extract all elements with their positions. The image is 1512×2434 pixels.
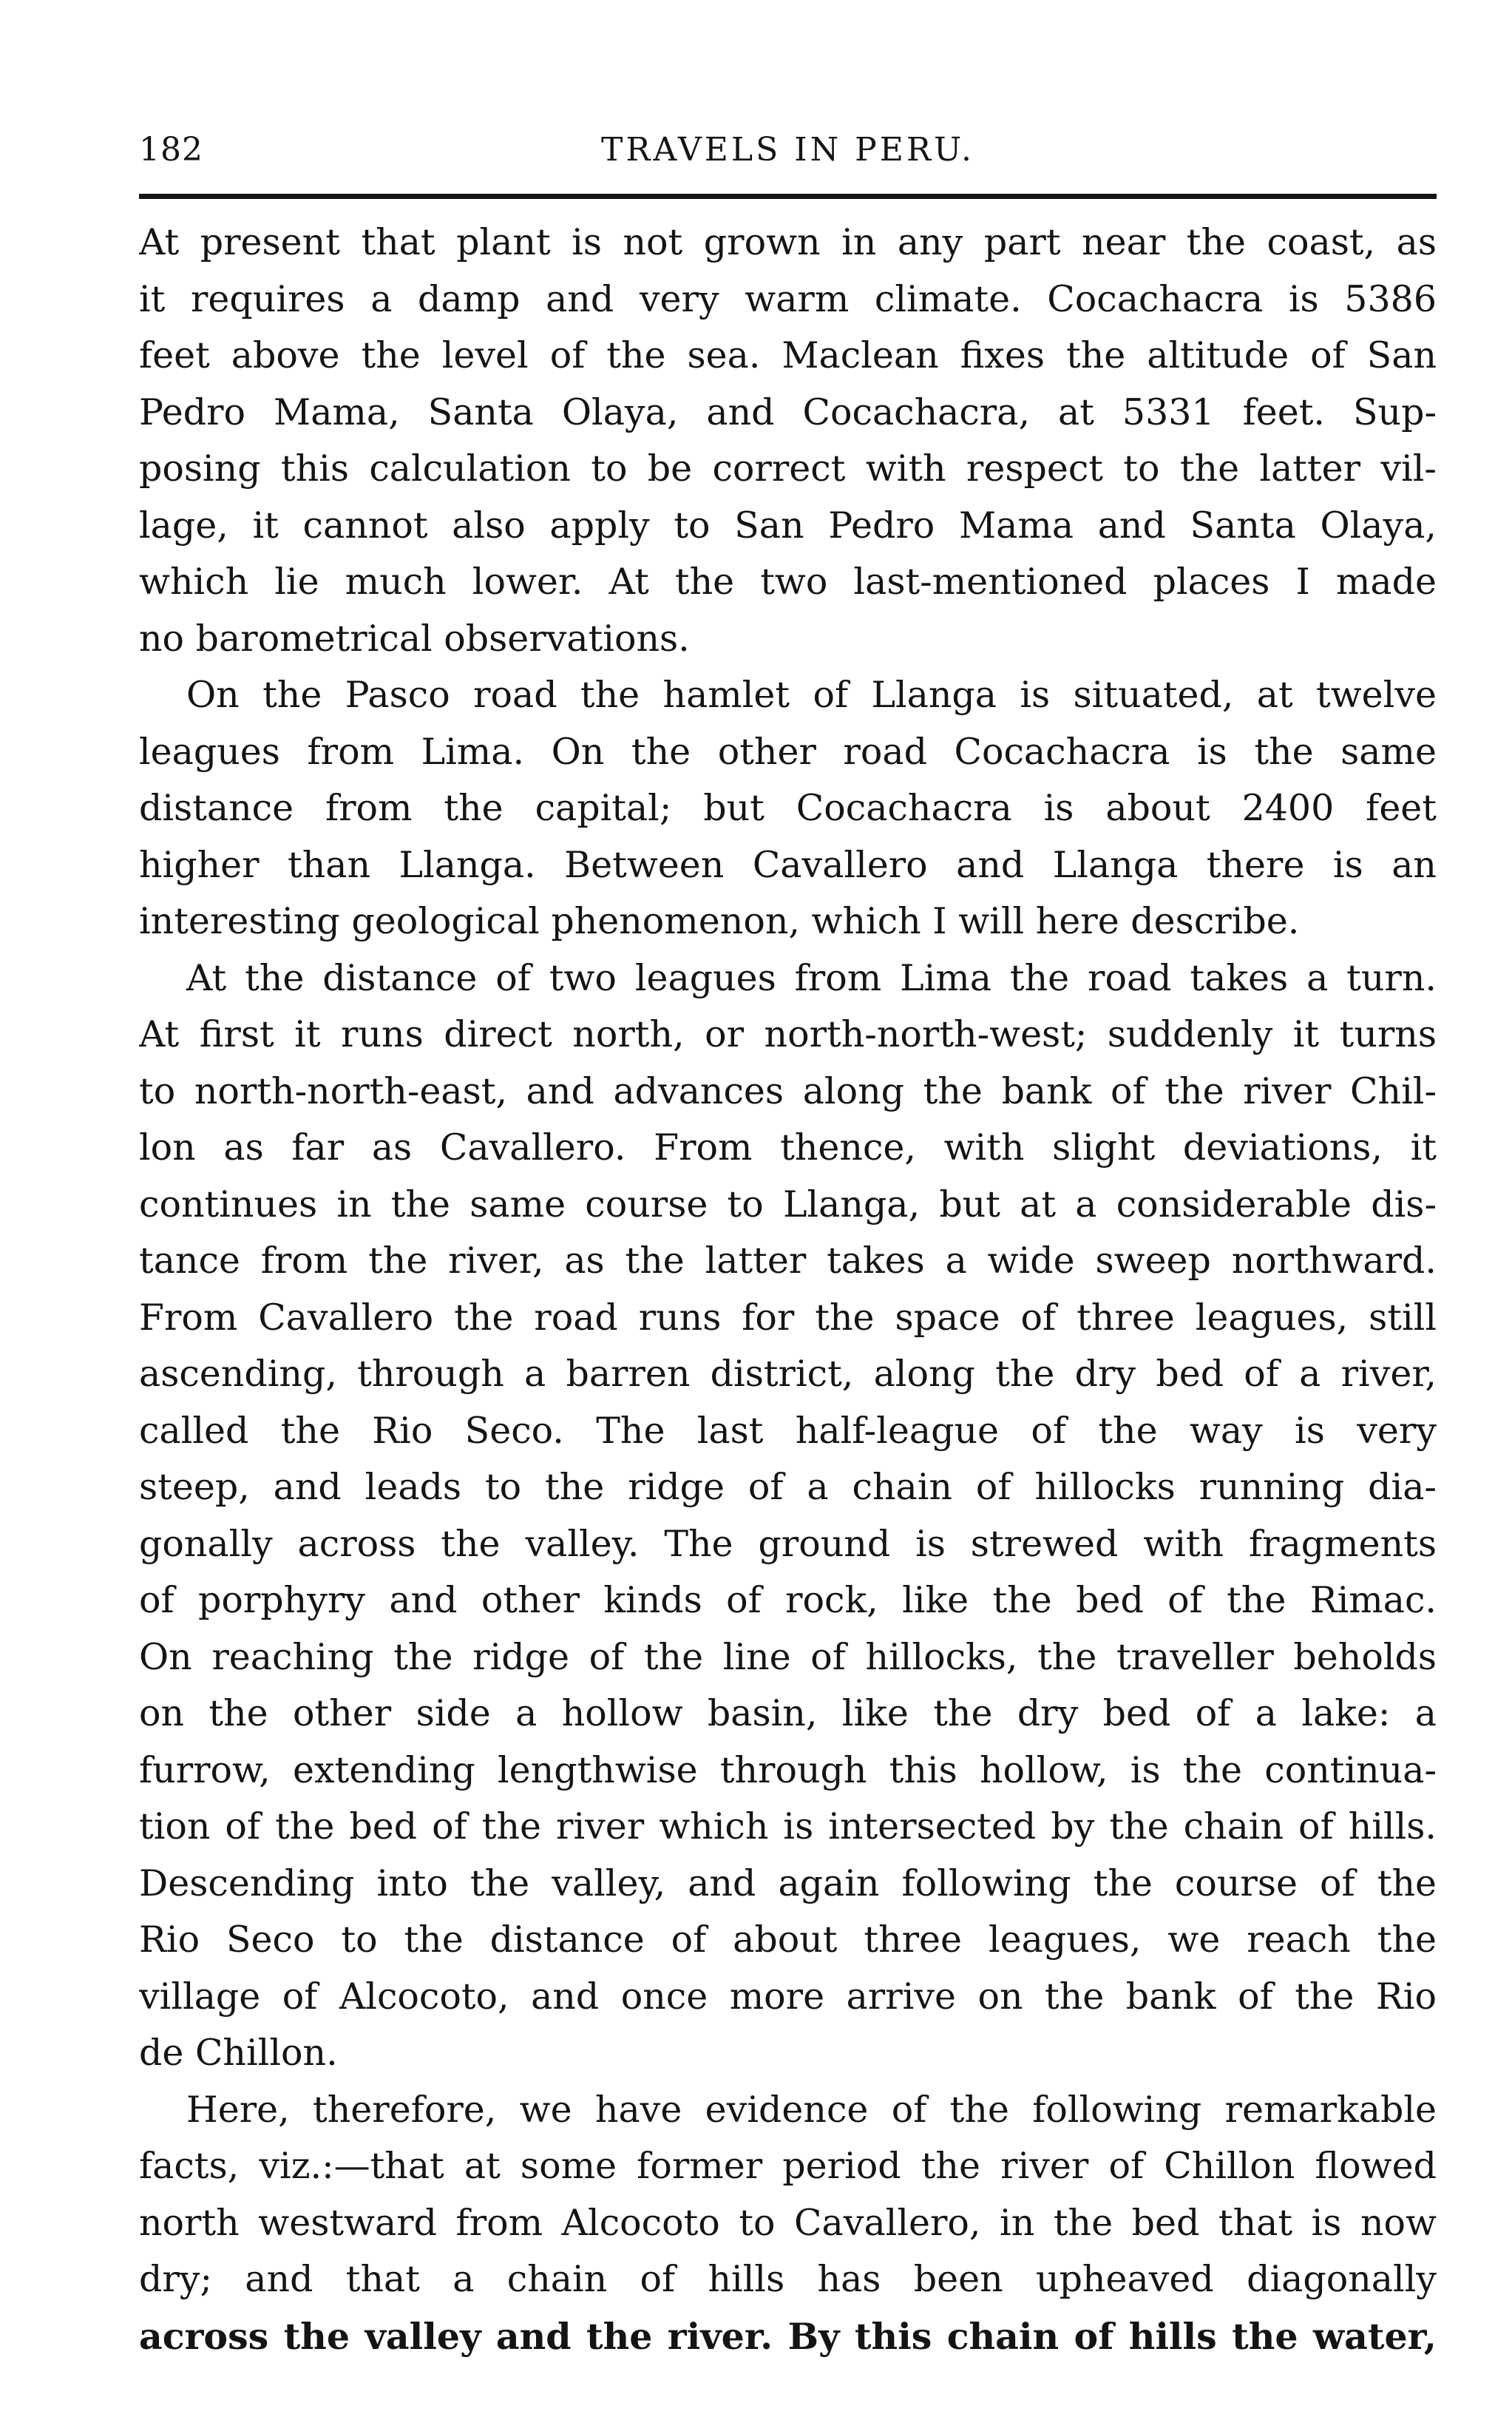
text-line: Pedro Mama, Santa Olaya, and Cocachacra, at 5331 feet. Sup- (139, 391, 1437, 433)
header-rule (139, 194, 1437, 199)
text-line: lon as far as Cavallero. From thence, with slight deviations, it (139, 1126, 1437, 1169)
text-line: higher than Llanga. Between Cavallero and Llanga there is an (139, 843, 1437, 886)
text-line: it requires a damp and very warm climate. Cocachacra is 5386 (139, 277, 1437, 320)
text-line: At first it runs direct north, or north-north-west; suddenly it turns (139, 1013, 1437, 1055)
text-line: At present that plant is not grown in any part near the coast, as (139, 221, 1437, 263)
text-line: posing this calculation to be correct with respect to the latter vil- (139, 447, 1437, 490)
text-line: dry; and that a chain of hills has been upheaved diagonally (139, 2258, 1437, 2300)
text-line: Rio Seco to the distance of about three leagues, we reach the (139, 1919, 1437, 1961)
text-line: Here, therefore, we have evidence of the following remarkable (186, 2088, 1437, 2131)
body-text (139, 214, 1437, 2364)
text-line: which lie much lower. At the two last-mentioned places I made (139, 561, 1437, 603)
text-line: called the Rio Seco. The last half-league of the way is very (139, 1409, 1437, 1452)
text-line: village of Alcocoto, and once more arrive on the bank of the Rio (139, 1975, 1437, 2018)
text-line: ascending, through a barren district, along the dry bed of a river, (139, 1353, 1437, 1395)
text-line: lage, it cannot also apply to San Pedro Mama and Santa Olaya, (139, 504, 1437, 547)
running-title: TRAVELS IN PERU. (600, 131, 975, 169)
page-number: 182 (139, 131, 203, 169)
text-line: interesting geological phenomenon, which I will here describe. (139, 900, 1300, 942)
text-line: north westward from Alcocoto to Cavallero, in the bed that is now (139, 2201, 1437, 2244)
text-line: to north-north-east, and advances along the bank of the river Chil- (139, 1069, 1437, 1112)
running-head (139, 124, 1437, 176)
text-line: From Cavallero the road runs for the space of three leagues, still (139, 1296, 1437, 1339)
text-line: across the valley and the river. By this chain of hills the water, (139, 2314, 1437, 2358)
text-line: tion of the bed of the river which is intersected by the chain of hills. (139, 1805, 1437, 1848)
text-line: Descending into the valley, and again following the course of the (139, 1862, 1437, 1904)
text-line: no barometrical observations. (139, 617, 690, 660)
text-line: furrow, extending lengthwise through this hollow, is the continua- (139, 1748, 1437, 1791)
text-line: gonally across the valley. The ground is strewed with fragments (139, 1522, 1437, 1565)
text-line: tance from the river, as the latter takes a wide sweep northward. (139, 1240, 1437, 1282)
text-line: on the other side a hollow basin, like the dry bed of a lake: a (139, 1692, 1437, 1734)
text-line: facts, viz.:—that at some former period the river of Chillon flowed (139, 2145, 1437, 2187)
text-line: On the Pasco road the hamlet of Llanga is situated, at twelve (186, 674, 1437, 716)
text-line: continues in the same course to Llanga, but at a considerable dis- (139, 1183, 1437, 1226)
text-line: of porphyry and other kinds of rock, like the bed of the Rimac. (139, 1579, 1437, 1621)
text-line: At the distance of two leagues from Lima the road takes a turn. (186, 956, 1437, 999)
text-line: leagues from Lima. On the other road Cocachacra is the same (139, 730, 1437, 773)
text-line: feet above the level of the sea. Maclean fixes the altitude of San (139, 334, 1437, 376)
text-line: de Chillon. (139, 2032, 338, 2074)
text-line: On reaching the ridge of the line of hillocks, the traveller beholds (139, 1635, 1437, 1678)
text-line: distance from the capital; but Cocachacra is about 2400 feet (139, 787, 1437, 829)
text-line: steep, and leads to the ridge of a chain of hillocks running dia- (139, 1466, 1437, 1508)
